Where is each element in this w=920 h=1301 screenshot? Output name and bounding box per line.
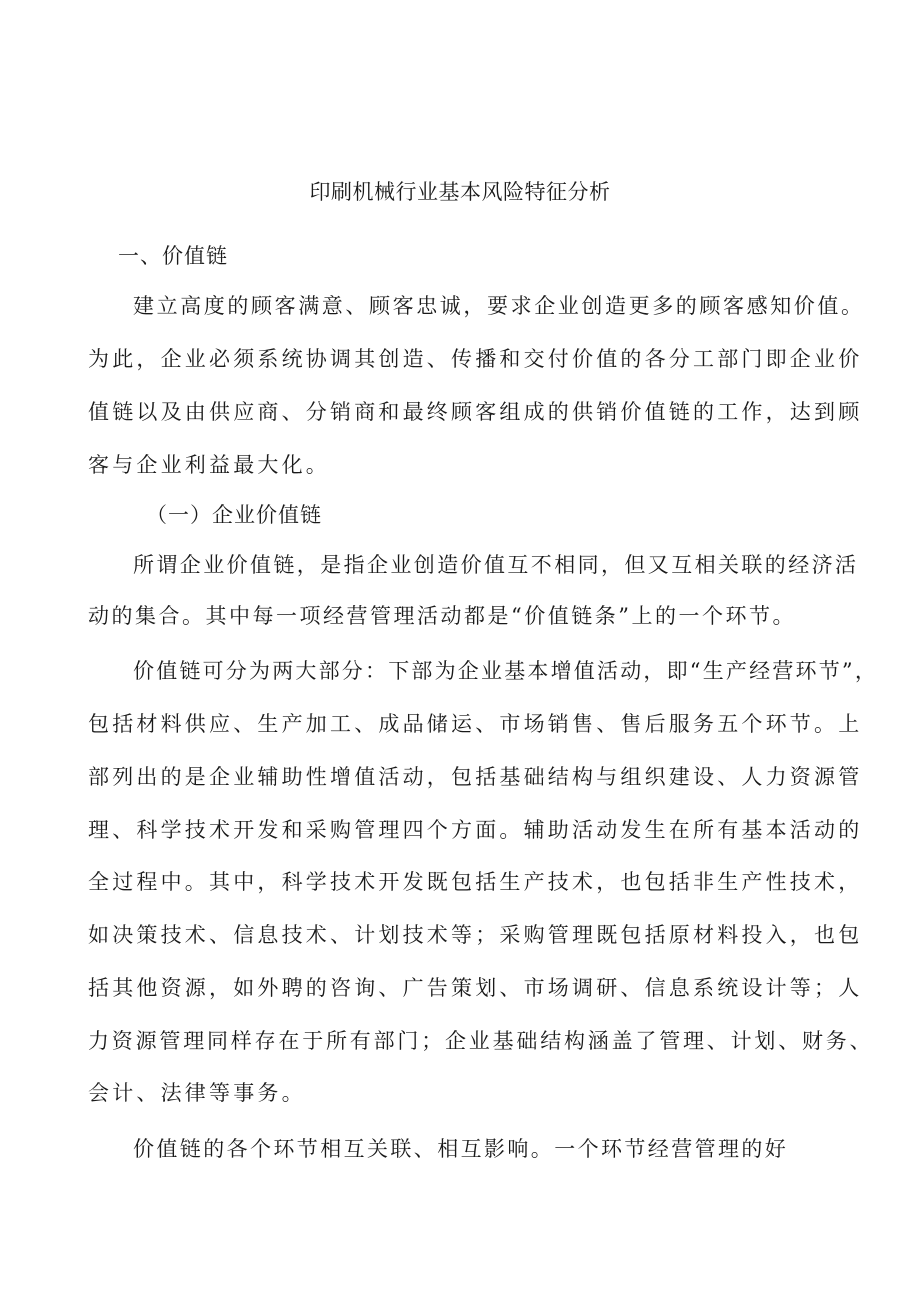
paragraph-line: 客与企业利益最大化。 — [88, 453, 330, 477]
paragraph-line: 价值链可分为两大部分：下部为企业基本增值活动，即“生产经营环节”， — [133, 659, 879, 683]
subsection-heading-enterprise-value-chain: （一）企业价值链 — [146, 503, 322, 527]
paragraph-line: 力资源管理同样存在于所有部门；企业基础结构涵盖了管理、计划、财务、 — [88, 1029, 874, 1053]
paragraph-line: 价值链的各个环节相互关联、相互影响。一个环节经营管理的好 — [133, 1137, 789, 1161]
paragraph-line: 全过程中。其中，科学技术开发既包括生产技术，也包括非生产性技术， — [88, 870, 863, 894]
paragraph-line: 动的集合。其中每一项经营管理活动都是“价值链条”上的一个环节。 — [88, 604, 796, 628]
document-title: 印刷机械行业基本风险特征分析 — [309, 180, 611, 204]
paragraph-line: 部列出的是企业辅助性增值活动，包括基础结构与组织建设、人力资源管 — [88, 765, 863, 789]
paragraph-line: 括其他资源，如外聘的咨询、广告策划、市场调研、信息系统设计等；人 — [88, 976, 863, 1000]
section-heading-value-chain: 一、价值链 — [118, 244, 228, 268]
paragraph-line: 为此，企业必须系统协调其创造、传播和交付价值的各分工部门即企业价 — [88, 347, 863, 371]
paragraph-line: 建立高度的顾客满意、顾客忠诚，要求企业创造更多的顾客感知价值。 — [133, 294, 865, 318]
paragraph-line: 会计、法律等事务。 — [88, 1081, 306, 1105]
paragraph-line: 所谓企业价值链，是指企业创造价值互不相同，但又互相关联的经济活 — [133, 553, 859, 577]
paragraph-line: 值链以及由供应商、分销商和最终顾客组成的供销价值链的工作，达到顾 — [88, 400, 863, 424]
paragraph-line: 理、科学技术开发和采购管理四个方面。辅助活动发生在所有基本活动的 — [88, 818, 863, 842]
paragraph-line: 如决策技术、信息技术、计划技术等；采购管理既包括原材料投入，也包 — [88, 923, 863, 947]
paragraph-line: 包括材料供应、生产加工、成品储运、市场销售、售后服务五个环节。上 — [88, 712, 863, 736]
